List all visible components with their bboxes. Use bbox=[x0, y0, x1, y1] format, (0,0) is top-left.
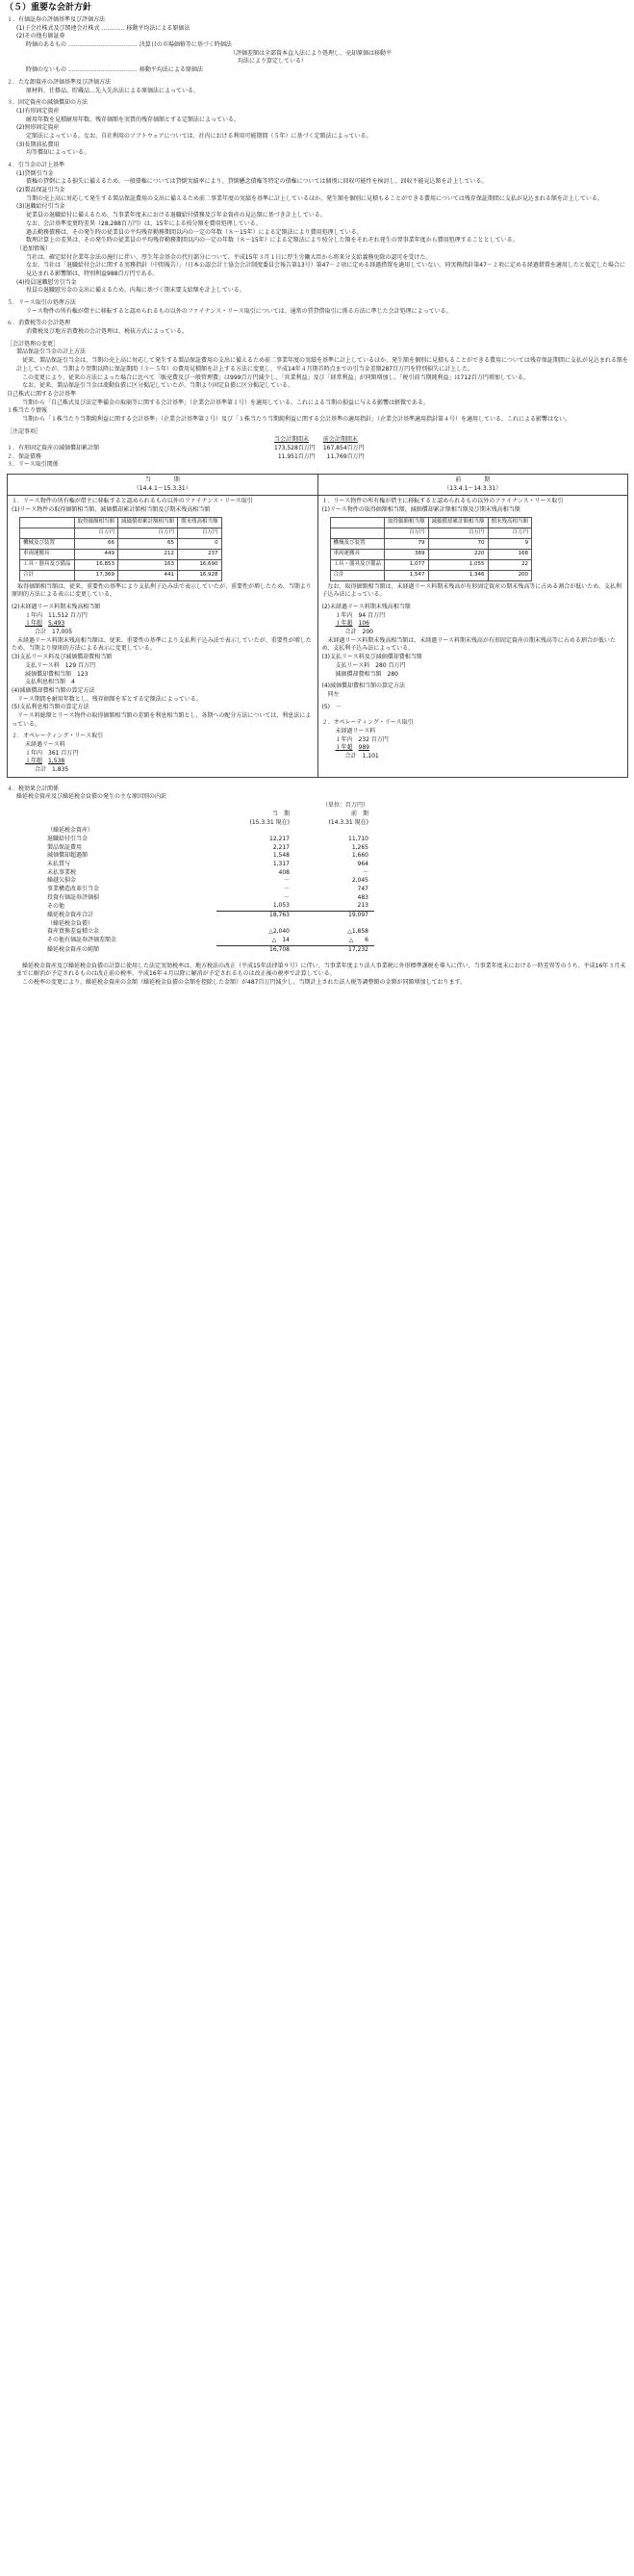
text-line: 繰延税金資産及び繰延税金負債の計算に使用した法定実効税率は、地方税法の改正（平成15年法律第９号）に伴い、当事業年度より法人事業税に外形標準課税を導入に伴い、当事業年度末における一時差異等のうち、平成16年３月末までに解消が予定されるものは改正前の税率、平成16年４月以降に解消が予定されるものは改正後の税率で計算している。 bbox=[16, 962, 626, 978]
table-header: 減価償却累計額相当額 bbox=[428, 517, 488, 528]
table-header: 取得価額相当額 bbox=[74, 517, 118, 528]
column-header: (14.3.31 現在) bbox=[328, 818, 368, 826]
text-line: (1)リース物件の取得価額相当額、減価償却累計額相当額及び期末残高相当額 bbox=[321, 506, 520, 514]
lease-prior-column bbox=[317, 496, 628, 777]
table-row bbox=[41, 894, 374, 903]
cell-value: 2,045 bbox=[351, 877, 368, 885]
cell-value: 94 百万円 bbox=[358, 611, 386, 619]
column-header: 前会計期間末 bbox=[322, 436, 358, 444]
text-line: 均法により算定している） bbox=[238, 58, 308, 65]
cell-value: 213 bbox=[357, 902, 368, 910]
text-line: (3)支払リース料及び減価償却費相当額 bbox=[12, 654, 113, 661]
cell-value: 2,217 bbox=[272, 843, 290, 851]
row-label: 製品保証費用 bbox=[47, 843, 83, 851]
section-notes bbox=[3, 428, 628, 470]
table-row bbox=[330, 570, 532, 580]
cell-value: 16,690 bbox=[178, 559, 222, 570]
table-row bbox=[41, 869, 374, 878]
cell-value: 1,055 bbox=[428, 559, 488, 570]
cell-value: 1,053 bbox=[272, 902, 290, 910]
text-line: 取得価額相当額は、従来、重要性の基準により支払利子込み法で表示していたが、重要性が増したため、当期より原則的方法による表示に変更している。 bbox=[12, 582, 312, 599]
cell-value: 361 百万円 bbox=[48, 749, 79, 757]
table-row bbox=[41, 836, 374, 844]
lease-current-column bbox=[8, 496, 318, 777]
cell-value: 65 bbox=[118, 538, 178, 549]
text-line: 過去勤務債務は、その発生時の従業員の平均残存勤務期間以内の一定の年数（８〜15年）による定額法により費用処理している。 bbox=[26, 228, 363, 236]
row-label: 合計 bbox=[35, 629, 47, 636]
section-heading: ５．リース取引の処理方法 bbox=[7, 299, 76, 307]
text-line: (1)有形固定資産 bbox=[16, 107, 60, 115]
unit-label: 百万円 bbox=[488, 528, 532, 538]
cell-value: 237 bbox=[178, 549, 222, 559]
section-lease-method bbox=[3, 299, 628, 316]
column-header: 前 期 bbox=[350, 810, 368, 817]
group-label: （繰延税金負債） bbox=[47, 919, 94, 927]
row-label: 機械及び装置 bbox=[330, 538, 385, 549]
column-header: 当 期 bbox=[271, 810, 290, 817]
lease-current-asset-table bbox=[19, 517, 222, 581]
section-heading: ［注記事項］ bbox=[7, 427, 42, 435]
cell-value: 441 bbox=[118, 570, 178, 580]
table-row bbox=[41, 877, 374, 886]
text-line: （追加情報） bbox=[16, 245, 52, 252]
section-inventory bbox=[3, 79, 628, 95]
cell-value: 12,217 bbox=[269, 835, 290, 842]
table-row bbox=[20, 559, 222, 570]
text-line: (3)支払リース料及び減価償却費相当額 bbox=[321, 654, 422, 661]
row-label: 減価償却費相当額 bbox=[25, 670, 72, 678]
column-header: 当 期 bbox=[144, 477, 180, 484]
lease-comparison-table bbox=[7, 474, 628, 778]
row-label: 事業構造改革引当金 bbox=[47, 886, 100, 893]
text-line: 従業員の退職給付に備えるため、当事業年度末における退職給付債務及び年金資産の見込額に基づき計上している。 bbox=[26, 212, 326, 219]
cell-value: 17,005 bbox=[52, 629, 73, 636]
unit-label: 百万円 bbox=[178, 528, 222, 538]
text-line: 自己株式に関する会計基準 bbox=[7, 390, 77, 398]
cell-value: 17,232 bbox=[295, 945, 374, 954]
unit-label: 百万円 bbox=[74, 528, 118, 538]
unit-label: 百万円 bbox=[428, 528, 488, 538]
section-heading: ３．固定資産の減価償却の方法 bbox=[7, 99, 89, 107]
row-label: １年内 bbox=[25, 611, 43, 619]
row-label: １年超 bbox=[335, 744, 353, 752]
text-line: （評価差額は全部資本直入法により処理し、売却原価は移動平 bbox=[230, 49, 393, 57]
table-row bbox=[41, 937, 374, 945]
section-heading: ６．消費税等の会計処理 bbox=[7, 320, 71, 327]
text-line: １．リース物件の所有権が借主に移転すると認められるもの以外のファイナンス・リース取引 bbox=[12, 498, 253, 505]
lease-prior-header bbox=[317, 475, 628, 496]
table-header bbox=[20, 517, 75, 528]
row-label: 合計 bbox=[330, 570, 385, 580]
text-line: 未経過リース料 bbox=[25, 741, 65, 749]
lease-prior-asset-table bbox=[330, 517, 533, 581]
cell-value: 167,854百万円 bbox=[322, 445, 365, 452]
text-line: 消費税及び地方消費税の会計処理は、税抜方式によっている。 bbox=[26, 328, 189, 336]
period-label: （13.4.1〜14.3.31） bbox=[444, 484, 502, 492]
row-label: １年超 bbox=[25, 758, 43, 765]
cell-value: 483 bbox=[357, 893, 368, 901]
text-line: 時価のあるもの ……………………………… 決算日の市場価格等に基づく時価法 bbox=[26, 41, 232, 49]
cell-value: 747 bbox=[357, 886, 368, 893]
column-header: 当会計期間末 bbox=[274, 436, 310, 444]
row-label: 合計 bbox=[344, 753, 357, 760]
row-label: 合計 bbox=[344, 629, 357, 636]
cell-value: － bbox=[362, 868, 368, 876]
cell-value: △ 6 bbox=[348, 937, 368, 944]
row-label: 機械及び装置 bbox=[20, 538, 75, 549]
text-line: 当期の売上高に対応して発生する製品保証費用の支出に備えるため前二事業年度の実績を基準に計上しているほか、発生額を個別に見積もることができる費用については残存保証期間に支払が見込まれる額を計上している。 bbox=[26, 194, 603, 202]
text-line: この変更により、従来の方法によった場合に比べて「販売費及び一般管理費」は999百万円減少し、「営業利益」及び「経常利益」が同額増加し、「税引前当期純利益」は712百万円増加している。 bbox=[22, 374, 529, 381]
row-label: 投資有価証券評価損 bbox=[47, 893, 100, 901]
row-label: 減価償却費相当額 bbox=[335, 670, 382, 678]
row-label: ３．リース取引関係 bbox=[7, 461, 59, 469]
text-line: 債権の貸倒による損失に備えるため、一般債権については貸倒実績率により、貸倒懸念債権等特定の債権については個別に回収可能性を検討し、回収不能見込額を計上している。 bbox=[26, 178, 488, 186]
text-line: この税率の変更により、繰延税金資産の金額（繰延税金負債の金額を控除した金額）が487百万円減少し、当期計上された法人税等調整額の金額が同額増加しております。 bbox=[22, 978, 466, 986]
section-heading: ［会計処理の変更］ bbox=[7, 340, 60, 348]
column-header: 前 期 bbox=[455, 477, 491, 484]
table-header: 減価償却累計額相当額 bbox=[118, 517, 178, 528]
text-line: (3)退職給付引当金 bbox=[16, 203, 65, 211]
section-heading: ４．引当金の計上基準 bbox=[7, 162, 65, 169]
text-line: 未経過リース料期末残高相当額は、未経過リース料期末残高が有形固定資産の期末残高等に占める割合が低いため、支払利子込み法によっている。 bbox=[321, 636, 616, 653]
table-header: 期末残高相当額 bbox=[178, 517, 222, 528]
section-consumption-tax bbox=[3, 320, 628, 336]
cell-value: 1,660 bbox=[351, 852, 368, 860]
table-row bbox=[20, 549, 222, 559]
cell-value: 173,528百万円 bbox=[274, 445, 316, 452]
cell-value: 16,928 bbox=[178, 570, 222, 580]
text-line: 原材料、仕掛品、貯蔵品…先入先出法による原価法によっている。 bbox=[26, 87, 200, 94]
text-line: 耐用年数を見積耐用年数、残存価額を実質的残存価額とする定額法によっている。 bbox=[26, 116, 241, 123]
row-label: 支払利息相当額 bbox=[25, 679, 66, 686]
row-label: 減価償却超過額 bbox=[47, 852, 89, 860]
cell-value: 200 bbox=[362, 629, 373, 636]
row-label: 繰越欠損金 bbox=[47, 877, 77, 885]
table-row bbox=[41, 852, 374, 861]
row-label: 車両運搬具 bbox=[20, 549, 75, 559]
row-label: 繰延税金資産合計 bbox=[47, 911, 94, 918]
row-label: １年内 bbox=[25, 749, 43, 757]
section-depreciation bbox=[3, 99, 628, 158]
row-label: その他 bbox=[47, 902, 65, 910]
period-label: （14.4.1〜15.3.31） bbox=[133, 484, 191, 492]
text-line: 当期から「自己株式及び法定準備金の取崩等に関する会計基準」（企業会計基準第１号）を適用している。これによる当期の損益に与える影響は軽微である。 bbox=[22, 399, 430, 406]
unit-label: 百万円 bbox=[385, 528, 429, 538]
text-line: (2)製品保証引当金 bbox=[16, 187, 65, 194]
page-title: （５）重要な会計方針 bbox=[5, 3, 92, 13]
text-line: 均等償却によっている。 bbox=[26, 149, 90, 157]
tax-effect-table bbox=[41, 802, 374, 954]
table-row bbox=[41, 886, 374, 894]
cell-value: 1,346 bbox=[428, 570, 488, 580]
cell-value: 1,548 bbox=[272, 852, 290, 860]
row-label: 繰延税金資産の純額 bbox=[47, 945, 100, 953]
text-line: ２．オペレーティング・リース取引 bbox=[321, 719, 414, 727]
cell-value: － bbox=[283, 893, 290, 901]
text-line: 従来、製品保証引当金は、当期の売上高に対応して発生する製品保証費用の支出に備えるため前二事業年度の実績を基準に計上しているほか、発生額を個別に見積もることができる費用については残存保証期間に支払が見込まれる額を計上していたが、当期より翌期以降に保証期間（３〜５年）の費用見積額を計上する方法に変更し、平成14年４月期首時点までの引当金差額287百万円を特別損失に計上した。 bbox=[16, 357, 628, 373]
cell-value: 5,493 bbox=[48, 620, 65, 628]
text-line: (2)未経過リース料期末残高相当額 bbox=[321, 604, 411, 611]
cell-value: 129 百万円 bbox=[64, 661, 96, 669]
column-header: (15.3.31 現在) bbox=[249, 818, 290, 826]
text-line: ２．オペレーティング・リース取引 bbox=[12, 733, 104, 740]
cell-value: 18,763 bbox=[216, 912, 295, 920]
text-line: 役員の退職慰労金の支出に備えるため、内規に基づく期末要支給額を計上している。 bbox=[26, 287, 245, 295]
cell-value: 964 bbox=[357, 860, 368, 867]
cell-value: 212 bbox=[118, 549, 178, 559]
cell-value: 123 bbox=[77, 670, 89, 678]
cell-value: 11,512 百万円 bbox=[48, 611, 88, 619]
table-row bbox=[41, 861, 374, 869]
cell-value: 0 bbox=[178, 538, 222, 549]
text-line: 同左 bbox=[327, 690, 340, 698]
text-line: なお、取得価額相当額は、未経過リース料期末残高が有形固定資産の期末残高等に占める割合が低いため、支払利子込み法によっている。 bbox=[321, 582, 621, 599]
text-line: 製品保証引当金の計上方法 bbox=[16, 348, 87, 356]
cell-value: △ 14 bbox=[271, 937, 290, 944]
row-label: 工具・器具及び備品 bbox=[20, 559, 75, 570]
cell-value: － bbox=[283, 886, 290, 893]
section-heading: ２．たな卸資産の評価基準及び評価方法 bbox=[7, 78, 112, 86]
cell-value: △2,040 bbox=[268, 928, 290, 936]
text-line: １株当たり情報 bbox=[7, 407, 48, 415]
cell-value: 168 bbox=[488, 549, 532, 559]
cell-value: 1,835 bbox=[52, 766, 69, 774]
row-label: 合計 bbox=[20, 570, 75, 580]
text-line: 当期から「１株当たり当期純利益に関する会計基準」（企業会計基準第２号）及び「１株当たり当期純利益に関する会計基準の適用指針」（企業会計基準適用指針第４号）を適用している。これによる影響はない。 bbox=[22, 415, 571, 423]
cell-value: 1,317 bbox=[272, 860, 290, 867]
section-securities bbox=[3, 16, 628, 75]
section-heading: ４．税効果会計関係 bbox=[7, 785, 60, 792]
text-line: リース物件の所有権が借主に移転すると認められるもの以外のファイナンス・リース取引については、通常の賃貸借取引に係る方法に準じた会計処理によっている。 bbox=[26, 307, 452, 315]
cell-value: 17,369 bbox=[74, 570, 118, 580]
cell-value: 1,547 bbox=[385, 570, 429, 580]
row-label: 支払リース料 bbox=[335, 661, 370, 669]
text-line: (5) － bbox=[321, 703, 342, 710]
text-line: (4)役員退職慰労引当金 bbox=[16, 278, 77, 286]
table-header bbox=[330, 517, 385, 528]
row-label: 支払リース料 bbox=[25, 661, 60, 669]
cell-value: 106 bbox=[358, 620, 369, 628]
table-row bbox=[41, 844, 374, 853]
cell-value: 163 bbox=[118, 559, 178, 570]
text-line: 定額法によっている。なお、自社利用のソフトウェアについては、社内における利用可能期間（５年）に基づく定額法によっている。 bbox=[26, 132, 372, 140]
unit-label: （単位：百万円） bbox=[321, 802, 368, 810]
table-row bbox=[20, 570, 222, 580]
text-line: (1)子会社株式及び関連会社株式 ………… 移動平均法による原価法 bbox=[16, 24, 190, 32]
text-line: (2)その他有価証券 bbox=[16, 33, 65, 40]
row-label: 未払事業税 bbox=[47, 868, 77, 876]
text-line: １．リース物件の所有権が借主に移転すると認められるもの以外のファイナンス・リース取引 bbox=[321, 498, 564, 505]
cell-value: 4 bbox=[71, 679, 75, 686]
text-line: (2)未経過リース料期末残高相当額 bbox=[12, 604, 101, 611]
table-row bbox=[330, 559, 532, 570]
cell-value: 9 bbox=[488, 538, 532, 549]
table-row bbox=[41, 902, 374, 911]
table-row bbox=[41, 928, 374, 937]
text-line: (4)減価償却費相当額の算定方法 bbox=[12, 686, 95, 694]
row-label: １年超 bbox=[335, 620, 353, 628]
row-label: 資産買換差益積立金 bbox=[47, 928, 100, 936]
row-label: １年内 bbox=[335, 735, 353, 743]
cell-value: 11,951百万円 bbox=[277, 452, 316, 460]
text-line: (4)減価償却費相当額の算定方法 bbox=[321, 683, 405, 690]
row-label: その他有価証券評価差額金 bbox=[47, 937, 117, 944]
cell-value: 70 bbox=[428, 538, 488, 549]
cell-value: 408 bbox=[278, 868, 290, 876]
section-heading: １．有価証券の評価基準及び評価方法 bbox=[7, 16, 106, 24]
row-label: 車両運搬具 bbox=[330, 549, 385, 559]
table-row bbox=[41, 945, 374, 954]
group-label: （繰延税金資産） bbox=[47, 827, 94, 835]
cell-value: 200 bbox=[488, 570, 532, 580]
cell-value: 232 百万円 bbox=[358, 735, 389, 743]
text-line: (1)貸倒引当金 bbox=[16, 169, 54, 177]
unit-label: 百万円 bbox=[118, 528, 178, 538]
row-label: ２．保証債務 bbox=[7, 452, 42, 460]
row-label: １．有形固定資産の減価償却累計額 bbox=[7, 445, 100, 452]
row-label: １年超 bbox=[25, 620, 43, 628]
section-accounting-change bbox=[3, 341, 628, 425]
table-row bbox=[41, 912, 374, 920]
cell-value: 1,265 bbox=[351, 843, 368, 851]
text-line: 当社は、確定給付企業年金法の施行に伴い、厚生年金基金の代行部分について、平成15年３月１日に厚生労働大臣から将来分支給義務免除の認可を受けた。 bbox=[26, 253, 432, 261]
cell-value: 280 bbox=[387, 670, 398, 678]
cell-value: 16,708 bbox=[216, 945, 295, 954]
text-line: 繰延税金資産及び繰延税金負債の発生の主な原因別の内訳 bbox=[16, 793, 167, 801]
text-line: リース期間を耐用年数とし、残存価額を零とする定額法によっている。 bbox=[17, 695, 202, 703]
table-row bbox=[330, 538, 532, 549]
cell-value: 22 bbox=[488, 559, 532, 570]
row-label: 未払賞与 bbox=[47, 860, 71, 867]
table-row bbox=[330, 549, 532, 559]
cell-value: 449 bbox=[74, 549, 118, 559]
notes-table bbox=[3, 436, 368, 470]
cell-value: 19,097 bbox=[295, 912, 374, 920]
text-line: 数理計算上の差異は、その発生時の従業員の平均残存勤務期間以内の一定の年数（８〜15年）による定額法により按分した額をそれぞれ発生の翌事業年度から費用処理することとしている。 bbox=[26, 237, 519, 245]
section-tax-effect bbox=[3, 786, 628, 988]
cell-value: 16,853 bbox=[74, 559, 118, 570]
cell-value: 989 bbox=[358, 744, 369, 752]
cell-value: 11,710 bbox=[348, 835, 368, 842]
text-line: なお、従来、製品保証引当金は流動負債に区分掲記していたが、当期より固定負債に区分掲記している。 bbox=[22, 382, 294, 390]
text-line: 時価のないもの ……………………………… 移動平均法による原価法 bbox=[26, 66, 203, 74]
cell-value: 1,101 bbox=[362, 753, 379, 760]
text-line: (1)リース物件の取得価額相当額、減価償却累計額相当額及び期末残高相当額 bbox=[12, 506, 211, 514]
cell-value: 66 bbox=[74, 538, 118, 549]
table-row bbox=[20, 538, 222, 549]
table-header: 取得価額相当額 bbox=[385, 517, 429, 528]
lease-current-header bbox=[8, 475, 318, 496]
cell-value: 11,769百万円 bbox=[326, 452, 365, 460]
text-line: なお、当社は「退職給付会計に関する実務指針（中間報告）」（日本公認会計士協会会計制度委員会報告第13号）第47－２項に定める経過措置を適用していない。同実務指針第47－２項に定める経過措置を適用したと仮定した場合に見込まれる影響額は、特別利益988百万円である。 bbox=[26, 262, 625, 277]
row-label: 工具・器具及び備品 bbox=[330, 559, 385, 570]
table-header: 期末残高相当額 bbox=[488, 517, 532, 528]
cell-value: － bbox=[283, 877, 290, 885]
text-line: (5)支払利息相当額の算定方法 bbox=[12, 704, 89, 711]
cell-value: 389 bbox=[385, 549, 429, 559]
row-label: 合計 bbox=[35, 766, 47, 774]
section-allowances bbox=[3, 162, 628, 296]
text-line: 未経過リース料期末残高相当額は、従来、重要性の基準により支払利子込み法で表示していたが、重要性が増したため、当期より原則的方法による表示に変更している。 bbox=[12, 636, 312, 653]
text-line: 未経過リース料 bbox=[335, 727, 376, 734]
cell-value: 1,077 bbox=[385, 559, 429, 570]
text-line: (3)長期前払費用 bbox=[16, 141, 60, 148]
cell-value: 1,538 bbox=[48, 758, 65, 765]
text-line: (2)無形固定資産 bbox=[16, 124, 60, 132]
text-line: なお、会計基準変更時差異（28,288百万円）は、15年による按分額を費用処理している。 bbox=[26, 219, 262, 227]
cell-value: 220 bbox=[428, 549, 488, 559]
row-label: 退職給付引当金 bbox=[47, 835, 89, 842]
text-line: リース料総額とリース物件の取得価額相当額の差額を利息相当額とし、各期への配分方法については、利息法によっている。 bbox=[12, 711, 312, 728]
cell-value: △1,858 bbox=[347, 928, 368, 936]
cell-value: 280 百万円 bbox=[375, 661, 406, 669]
cell-value: 79 bbox=[385, 538, 429, 549]
row-label: １年内 bbox=[335, 611, 353, 619]
